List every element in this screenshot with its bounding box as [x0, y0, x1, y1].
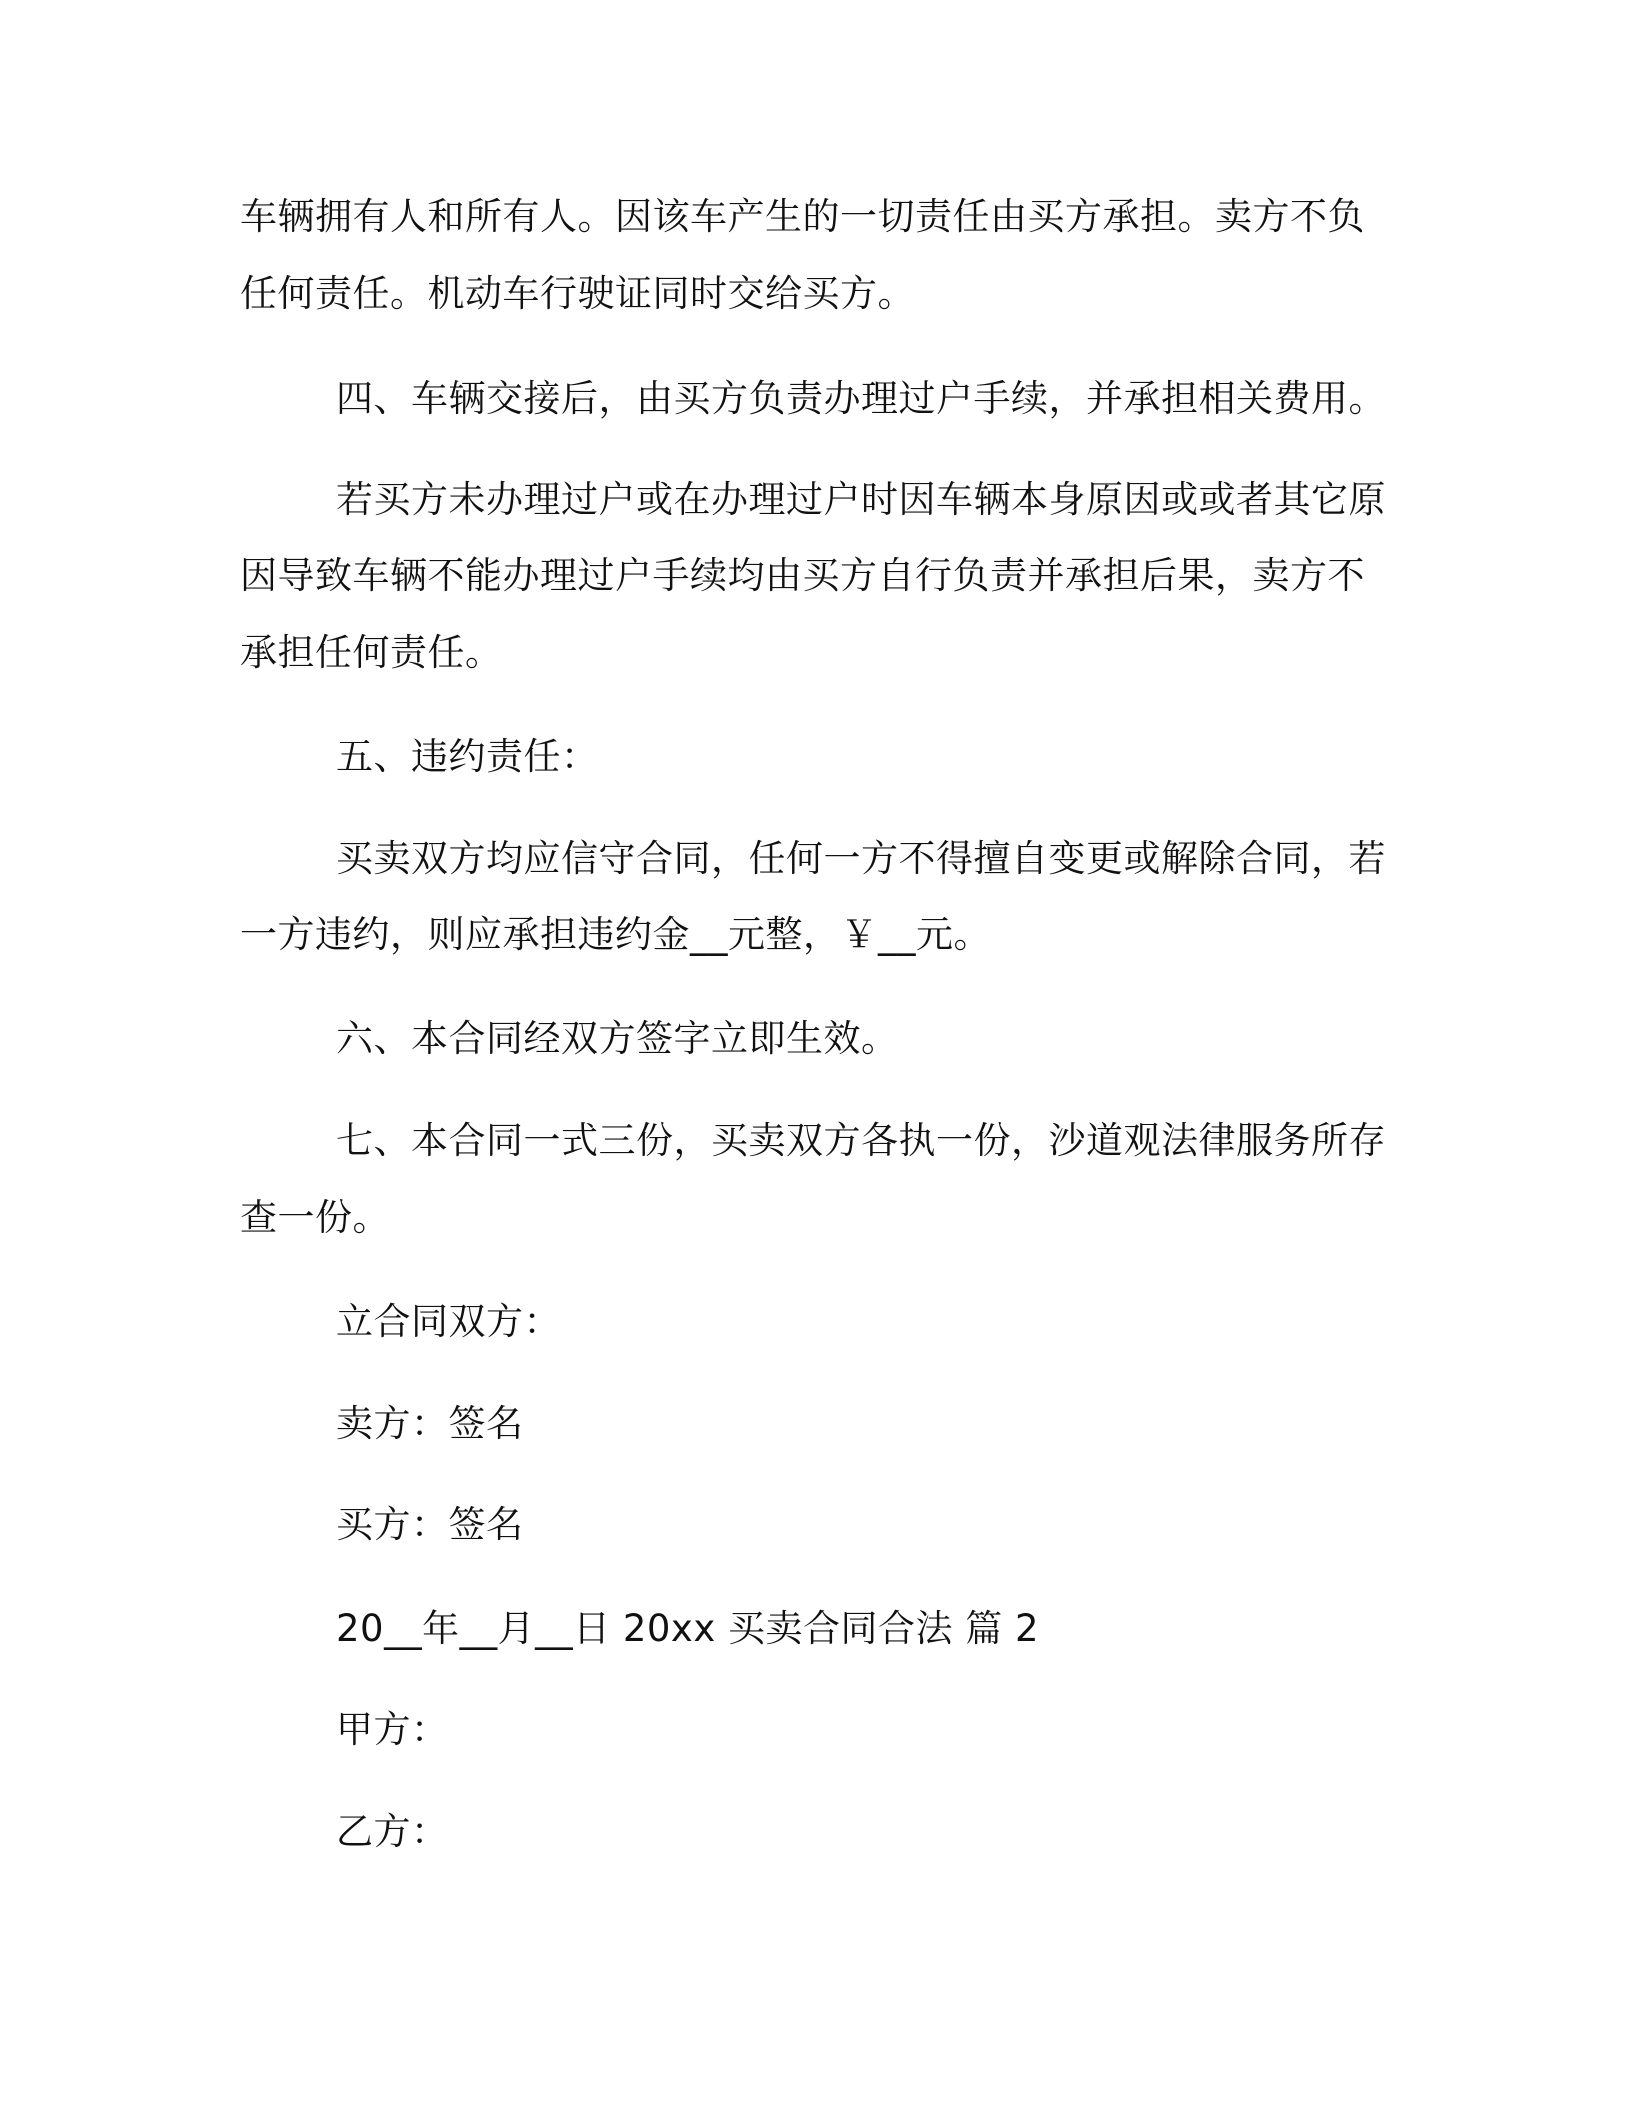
text-line: 四、车辆交接后，由买方负责办理过户手续，并承担相关费用。	[336, 377, 1386, 420]
text-line: 卖方：签名	[336, 1402, 524, 1445]
text-line: 五、违约责任：	[336, 735, 599, 778]
text-line: 查一份。	[240, 1196, 390, 1239]
text-line: 承担任何责任。	[240, 631, 503, 674]
text-line: 立合同双方：	[336, 1300, 561, 1343]
text-line: 车辆拥有人和所有人。因该车产生的一切责任由买方承担。卖方不负	[240, 195, 1365, 238]
text-line: 一方违约，则应承担违约金__元整，￥__元。	[240, 913, 991, 956]
text-line: 因导致车辆不能办理过户手续均由买方自行负责并承担后果，卖方不	[240, 554, 1365, 597]
text-line: 20__年__月__日 20xx 买卖合同合法 篇 2	[336, 1607, 1040, 1650]
text-line: 七、本合同一式三份，买卖双方各执一份，沙道观法律服务所存	[336, 1119, 1386, 1162]
text-line: 若买方未办理过户或在办理过户时因车辆本身原因或或者其它原	[336, 478, 1386, 521]
text-line: 六、本合同经双方签字立即生效。	[336, 1017, 899, 1060]
text-line: 甲方：	[336, 1708, 449, 1751]
text-line: 买卖双方均应信守合同，任何一方不得擅自变更或解除合同，若	[336, 837, 1386, 880]
text-line: 任何责任。机动车行驶证同时交给买方。	[240, 272, 915, 315]
text-line: 买方：签名	[336, 1503, 524, 1546]
text-line: 乙方：	[336, 1810, 449, 1853]
